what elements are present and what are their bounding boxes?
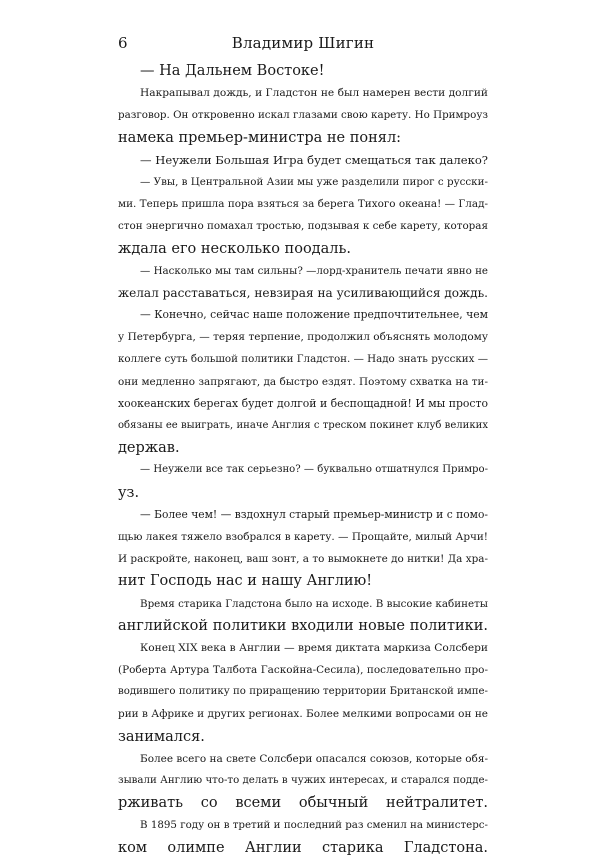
text-line: щью лакея тяжело взобрался в карету. — Прощайте, милый Арчи! [118,530,488,543]
text-line: И раскройте, наконец, ваш зонт, а то вымокнете до нитки! Да хра- [118,553,488,566]
text-line: — Конечно, сейчас наше положение предпочтительнее, чем [140,308,488,322]
text-line: Конец XIX века в Англии — время диктата маркиза Солсбери [140,640,488,654]
running-head [118,34,488,54]
text-line: — Неужели все так серьезно? — буквально отшатнулся Примро- [140,464,488,476]
text-line: намека премьер-министра не понял: [118,129,402,146]
text-line: — Неужели Большая Игра будет смещаться так далеко? [140,152,488,167]
page-number: 6 [118,34,128,52]
text-line: занимался. [118,728,205,745]
text-line: у Петербурга, — теряя терпение, продолжил объяснять молодому [118,331,488,344]
text-line: уз. [118,484,140,501]
text-line: держав. [118,440,180,457]
text-line: нит Господь нас и нашу Англию! [118,573,373,590]
text-line: английской политики входили новые политики. [118,617,488,634]
text-line: (Роберта Артура Талбота Гаскойна-Сесила), последовательно про- [118,664,488,677]
text-line: ждала его несколько поодаль. [118,240,351,257]
text-line: рии в Африке и других регионах. Более мелкими вопросами он не [118,708,488,721]
text-line: — Насколько мы там сильны? —лорд-хранитель печати явно не [140,264,488,277]
text-line: рживать со всеми обычный нейтралитет. [118,795,488,812]
text-line: ми. Теперь пришла пора взяться за берега Тихого океана! — Глад- [118,198,488,211]
text-line: — Увы, в Центральной Азии мы уже разделили пирог с русски- [140,175,488,188]
text-line: Накрапывал дождь, и Гладстон не был намерен вести долгий [140,86,488,100]
text-line: хоокеанских берегах будет долгой и беспощадной! И мы просто [118,396,488,410]
book-author: Владимир Шигин [231,34,375,52]
text-line: разговор. Он откровенно искал глазами свою карету. Но Примроуз [118,109,488,122]
text-line: они медленно запрягают, да быстро ездят. Поэтому схватка на ти- [118,375,488,388]
text-line: Более всего на свете Солсбери опасался союзов, которые обя- [140,752,488,765]
text-line: водившего политику по приращению территории Британской импе- [118,686,488,698]
text-line: обязаны ее выиграть, иначе Англия с треском покинет клуб великих [118,420,488,431]
text-line: — На Дальнем Востоке! [140,63,325,79]
text-line: ком олимпе Англии старика Гладстона. [118,839,488,856]
text-line: желал расставаться, невзирая на усиливающийся дождь. [118,285,488,300]
body-text [118,60,488,859]
text-line: зывали Англию что-то делать в чужих интересах, и старался подде- [118,775,488,786]
text-line: стон энергично помахал тростью, подзывая к себе карету, которая [118,220,488,233]
text-line: коллеге суть большой политики Гладстон. — Надо знать русских — [118,353,488,366]
text-line: Время старика Гладстона было на исходе. В высокие кабинеты [140,597,488,610]
text-line: — Более чем! — вздохнул старый премьер-министр и с помо- [140,507,488,521]
text-line: В 1895 году он в третий и последний раз сменил на министерс- [140,819,488,832]
